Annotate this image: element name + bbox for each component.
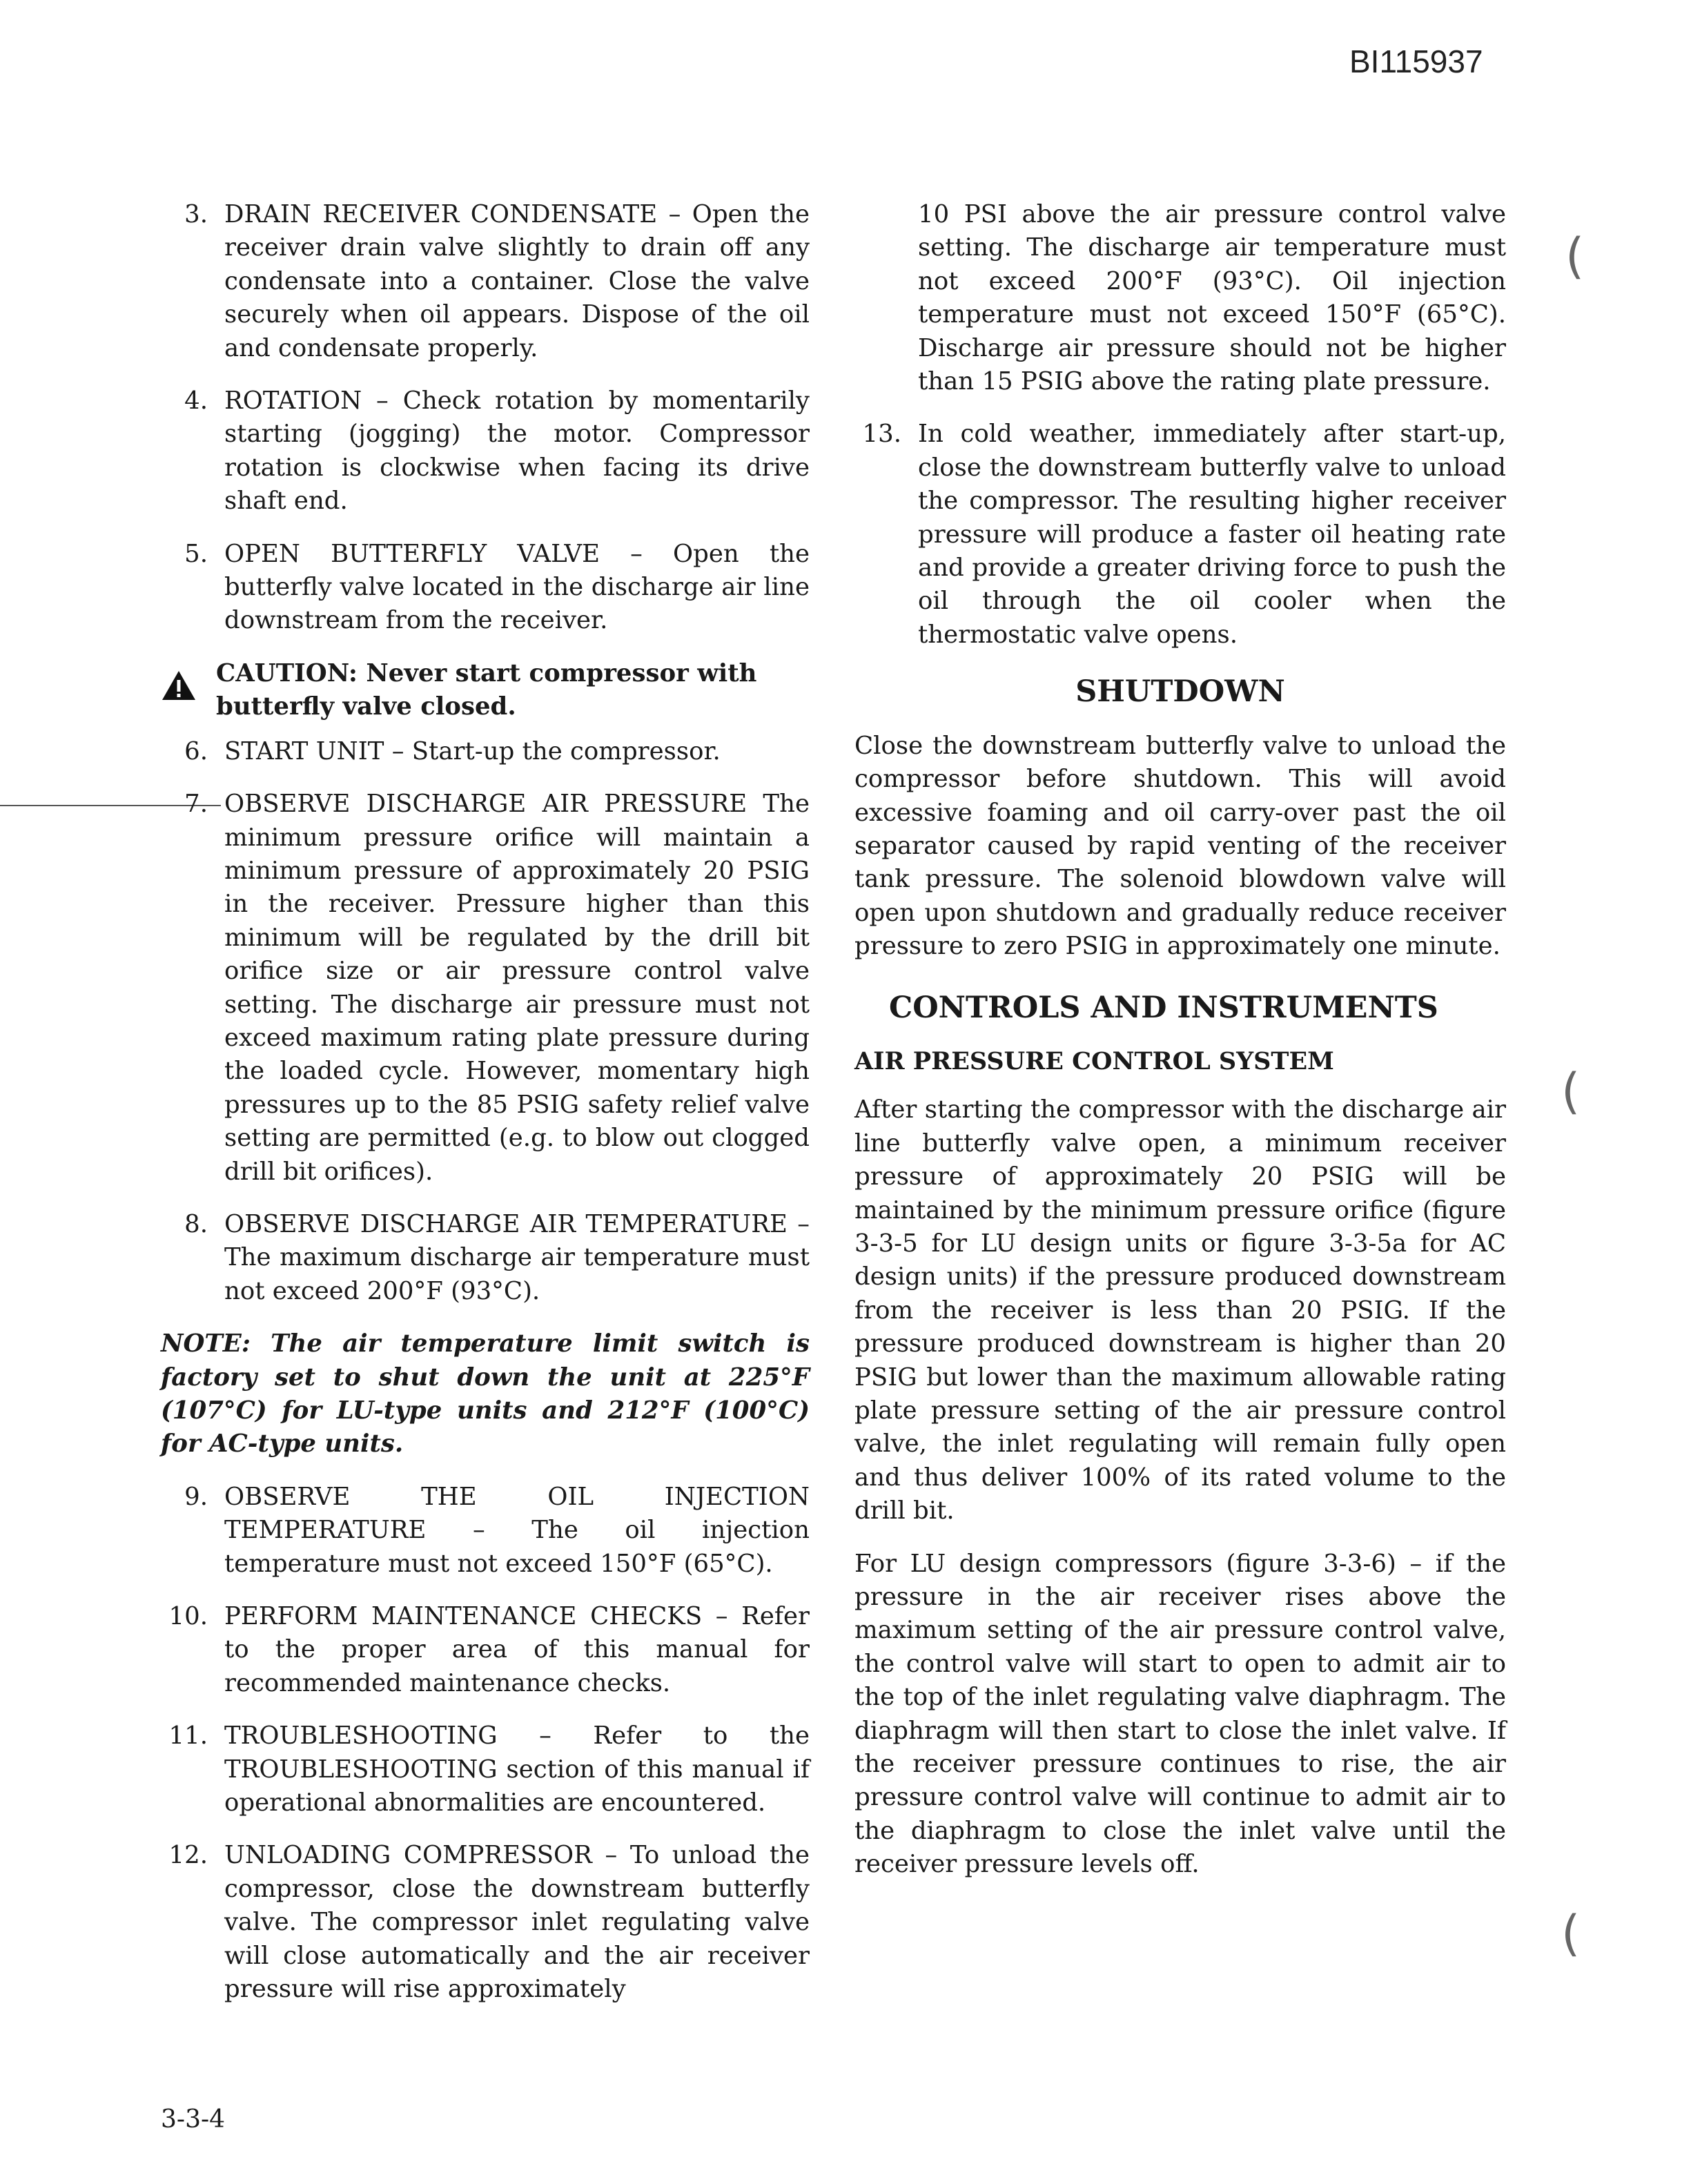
section-title-shutdown: SHUTDOWN <box>1075 674 1285 710</box>
item-number: 12. <box>168 1841 208 1870</box>
caution-text: CAUTION: Never start compressor with butterfly valve closed. <box>216 659 757 721</box>
item-number: 9. <box>184 1482 208 1511</box>
list-item <box>161 1481 810 1581</box>
item-text: OBSERVE DISCHARGE AIR TEMPERATURE – The maximum discharge air temperature must not exceed 200°F (93°C). <box>224 1209 810 1305</box>
item-text: 10 PSI above the air pressure control valve setting. The discharge air temperature must not exceed 200°F (93°C). Oil injection temperature must not exceed 150°F (65°C). Discharge air pressure should not be higher than 15 PSIG above the rating plate pressure. <box>918 200 1506 396</box>
caution-block <box>161 657 810 724</box>
item-text: DRAIN RECEIVER CONDENSATE – Open the receiver drain valve slightly to drain off any condensate into a container. Close the valve securely when oil appears. Dispose of the oil and condensate properly. <box>224 200 810 362</box>
item-text: OBSERVE THE OIL INJECTION TEMPERATURE – The oil injection temperature must not exceed 150°F (65°C). <box>224 1482 810 1578</box>
body-paragraph: For LU design compressors (figure 3-3-6) – if the pressure in the air receiver rises above the maximum setting of the air pressure control valve, the control valve will start to open to admit air to the top of the inlet regulating valve diaphragm. The diaphragm will then start to close the inlet valve. If the receiver pressure continues to rise, the air pressure control valve will continue to admit air to the diaphragm to close the inlet valve until the receiver pressure levels off. <box>854 1549 1506 1879</box>
subsection-heading: AIR PRESSURE CONTROL SYSTEM <box>854 1046 1334 1075</box>
list-item <box>161 538 810 638</box>
binder-hole-mark: ( <box>1561 1905 1581 1962</box>
list-item <box>161 1600 810 1700</box>
warning-triangle-icon <box>161 670 216 710</box>
section-title-controls: CONTROLS AND INSTRUMENTS <box>889 990 1438 1025</box>
item-number: 11. <box>168 1722 208 1751</box>
left-column <box>161 198 810 2026</box>
item-text: ROTATION – Check rotation by momentarily starting (jogging) the motor. Compressor rotation is clockwise when facing its drive shaft end. <box>224 387 810 516</box>
item-number: 10. <box>168 1602 208 1631</box>
list-item <box>161 735 810 768</box>
shutdown-paragraph: Close the downstream butterfly valve to unload the compressor before shutdown. This will avoid excessive foaming and oil carry-over past the oil separator caused by rapid venting of the receiver tank pressure. The solenoid blowdown valve will open upon shutdown and gradually reduce receiver pressure to zero PSIG in approximately one minute. <box>854 731 1506 961</box>
list-item-continuation <box>854 198 1506 398</box>
item-text: In cold weather, immediately after start-up, close the downstream butterfly valve to unload the compressor. The resulting higher receiver pressure will produce a faster oil heating rate and provide a greater driving force to push the oil through the oil cooler when the thermostatic valve opens. <box>918 420 1506 649</box>
item-text: TROUBLESHOOTING – Refer to the TROUBLESHOOTING section of this manual if operational abnormalities are encountered. <box>224 1722 810 1817</box>
item-number: 4. <box>184 387 208 416</box>
list-item <box>161 788 810 1189</box>
page-number: 3-3-4 <box>161 2105 226 2134</box>
note-text: NOTE: The air temperature limit switch is factory set to shut down the unit at 225°F (107°C) for LU-type units and 212°F (100°C) for AC-type units. <box>161 1329 810 1459</box>
item-text: OBSERVE DISCHARGE AIR PRESSURE The minimum pressure orifice will maintain a minimum pressure of approximately 20 PSIG in the receiver. Pressure higher than this minimum will be regulated by the drill bit orifice size or air pressure control valve setting. The discharge air pressure must not exceed maximum rating plate pressure during the loaded cycle. However, momentary high pressures up to the 85 PSIG safety relief valve setting are permitted (e.g. to blow out clogged drill bit orifices). <box>224 790 810 1186</box>
item-number: 13. <box>862 420 901 449</box>
item-text: UNLOADING COMPRESSOR – To unload the compressor, close the downstream butterfly valve. The compressor inlet regulating valve will close automatically and the air receiver pressure will rise approximately <box>224 1841 810 2004</box>
list-item <box>854 418 1506 652</box>
document-id: BI115937 <box>1349 43 1483 79</box>
item-text: OPEN BUTTERFLY VALVE – Open the butterfly valve located in the discharge air line downstream from the receiver. <box>224 539 810 635</box>
item-number: 3. <box>184 200 208 228</box>
body-paragraph: After starting the compressor with the discharge air line butterfly valve open, a minimum receiver pressure of approximately 20 PSIG will be maintained by the minimum pressure orifice (figure 3-3-5 for LU design units or figure 3-3-5a for AC design units) if the pressure produced downstream from the receiver is less than 20 PSIG. If the pressure produced downstream is higher than 20 PSIG but lower than the maximum allowable rating plate pressure setting of the air pressure control valve, the inlet regulating will remain fully open and thus deliver 100% of its rated volume to the drill bit. <box>854 1095 1506 1525</box>
item-number: 8. <box>184 1209 208 1238</box>
item-text: START UNIT – Start-up the compressor. <box>224 737 721 766</box>
item-number-spacer <box>854 198 918 398</box>
list-item <box>161 384 810 518</box>
list-item <box>161 1208 810 1308</box>
binder-hole-mark: ( <box>1565 228 1585 284</box>
item-number: 5. <box>184 539 208 568</box>
binder-hole-mark: ( <box>1561 1063 1581 1120</box>
right-column <box>854 198 1506 1901</box>
item-number: 7. <box>184 790 208 819</box>
list-item <box>161 1719 810 1820</box>
item-text: PERFORM MAINTENANCE CHECKS – Refer to the proper area of this manual for recommended maintenance checks. <box>224 1602 810 1697</box>
item-number: 6. <box>184 737 208 766</box>
list-item <box>161 198 810 365</box>
list-item <box>161 1839 810 2006</box>
